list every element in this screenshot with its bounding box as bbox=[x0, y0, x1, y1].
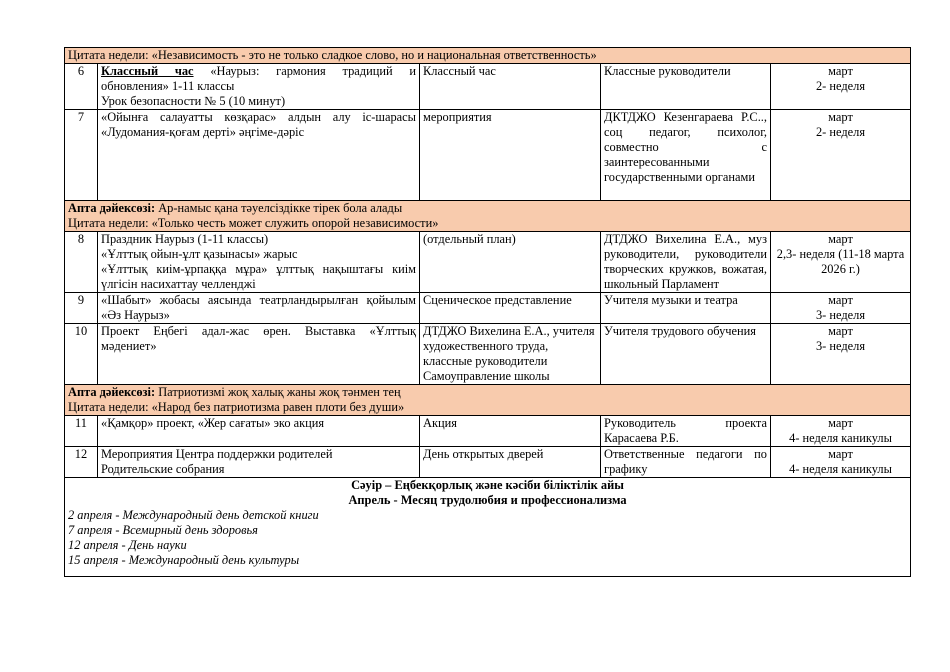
date-month: март bbox=[828, 64, 853, 78]
event-cell: «Ойынға салауатты көзқарас» алдын алу іс-шарасы «Лудомания-қоғам дерті» әңгіме-дәріс bbox=[98, 110, 420, 201]
event-cell: «Шабыт» жобасы аясында театрландырылған қойылым «Әз Наурыз» bbox=[98, 293, 420, 324]
date-week: 3- неделя bbox=[815, 339, 866, 353]
responsible-cell: ДТДЖО Вихелина Е.А., муз руководители, руководители творческих кружков, вожатая, школьный Парламент bbox=[601, 232, 771, 293]
holiday-item: 2 апреля - Международный день детской книги bbox=[68, 508, 319, 522]
month-title-ru: Апрель - Месяц трудолюбия и профессионализма bbox=[348, 493, 627, 507]
event-cell: Проект Еңбегі адал-жас өрен. Выставка «Ұлттық мәдениет» bbox=[98, 324, 420, 385]
holiday-item: 12 апреля - День науки bbox=[68, 538, 187, 552]
holiday-item: 15 апреля - Международный день культуры bbox=[68, 553, 300, 567]
section-header-row bbox=[65, 201, 911, 232]
date-month: март bbox=[828, 293, 853, 307]
date-month: март bbox=[828, 447, 853, 461]
date-month: март bbox=[828, 110, 853, 124]
responsible-cell: Учителя трудового обучения bbox=[601, 324, 771, 385]
date-month: март bbox=[828, 324, 853, 338]
row-number: 11 bbox=[65, 416, 98, 447]
proverb-text: Патриотизмі жоқ халық жаны жоқ тәнмен тең bbox=[155, 385, 401, 399]
row-number: 9 bbox=[65, 293, 98, 324]
responsible-cell: ДКТДЖО Кезенгараева Р.С.., соц педагог, психолог, совместно с заинтересованными государственными органами bbox=[601, 110, 771, 201]
holiday-item: 7 апреля - Всемирный день здоровья bbox=[68, 523, 258, 537]
date-cell bbox=[771, 110, 911, 201]
row-number: 6 bbox=[65, 64, 98, 110]
date-week: 2- неделя bbox=[815, 79, 866, 93]
responsible-cell: Учителя музыки и театра bbox=[601, 293, 771, 324]
date-cell bbox=[771, 293, 911, 324]
form-cell: (отдельный план) bbox=[420, 232, 601, 293]
proverb-label: Апта дәйексөзі: bbox=[68, 385, 156, 399]
event-cell bbox=[98, 64, 420, 110]
form-line: Самоуправление школы bbox=[423, 369, 550, 383]
date-cell bbox=[771, 447, 911, 478]
date-cell bbox=[771, 324, 911, 385]
event-line: «Ұлттық киім-ұрпаққа мұра» ұлттық нақыштағы киім үлгісін насихаттау челленджі bbox=[101, 262, 416, 291]
event-type: Классный час bbox=[101, 64, 194, 78]
quote-text: «Народ без патриотизма равен плоти без души» bbox=[148, 400, 405, 414]
quote-text: «Только честь может служить опорой независимости» bbox=[148, 216, 439, 230]
date-week: 3- неделя bbox=[815, 308, 866, 322]
date-cell bbox=[771, 416, 911, 447]
month-section-cell bbox=[65, 478, 911, 577]
quote-text: «Независимость - это не только сладкое слово, но и национальная ответственность» bbox=[151, 48, 597, 62]
section-header-cell bbox=[65, 48, 911, 64]
form-cell: мероприятия bbox=[420, 110, 601, 201]
quote-label: Цитата недели: bbox=[68, 48, 149, 62]
responsible-cell: Ответственные педагоги по графику bbox=[601, 447, 771, 478]
row-number: 10 bbox=[65, 324, 98, 385]
section-header-row bbox=[65, 385, 911, 416]
section-header-cell bbox=[65, 385, 911, 416]
date-week: 4- неделя каникулы bbox=[789, 462, 892, 476]
proverb-label: Апта дәйексөзі: bbox=[68, 201, 156, 215]
month-section-row bbox=[65, 478, 911, 577]
table-row bbox=[65, 232, 911, 293]
event-note: Урок безопасности № 5 (10 минут) bbox=[101, 94, 286, 108]
event-title: «Наурыз: гармония традиций и обновления» 1-11 классы bbox=[101, 64, 416, 93]
event-line: Родительские собрания bbox=[101, 462, 225, 476]
quote-label: Цитата недели: bbox=[68, 216, 149, 230]
row-number: 8 bbox=[65, 232, 98, 293]
responsible-cell: Классные руководители bbox=[601, 64, 771, 110]
form-cell: Классный час bbox=[420, 64, 601, 110]
month-title-kz: Сәуір – Еңбекқорлық және кәсіби біліктілік айы bbox=[351, 478, 624, 492]
event-plan-table bbox=[64, 47, 911, 577]
table-row bbox=[65, 293, 911, 324]
date-week: 4- неделя каникулы bbox=[789, 431, 892, 445]
form-cell: Акция bbox=[420, 416, 601, 447]
table-row bbox=[65, 110, 911, 201]
event-line: Праздник Наурыз (1-11 классы) bbox=[101, 232, 269, 246]
form-cell: Сценическое представление bbox=[420, 293, 601, 324]
form-line: ДТДЖО Вихелина Е.А., учителя художественного труда, классные руководители bbox=[423, 324, 595, 368]
form-cell: День открытых дверей bbox=[420, 447, 601, 478]
quote-label: Цитата недели: bbox=[68, 400, 149, 414]
event-cell: «Қамқор» проект, «Жер сағаты» эко акция bbox=[98, 416, 420, 447]
table-row bbox=[65, 447, 911, 478]
table-row bbox=[65, 416, 911, 447]
form-cell bbox=[420, 324, 601, 385]
proverb-text: Ар-намыс қана тәуелсіздікке тірек бола алады bbox=[155, 201, 403, 215]
date-week: 2,3- неделя (11-18 марта 2026 г.) bbox=[776, 247, 905, 276]
date-cell bbox=[771, 64, 911, 110]
event-cell bbox=[98, 447, 420, 478]
date-week: 2- неделя bbox=[815, 125, 866, 139]
table-row bbox=[65, 324, 911, 385]
section-header-cell bbox=[65, 201, 911, 232]
section-header-row bbox=[65, 48, 911, 64]
date-month: март bbox=[828, 232, 853, 246]
event-line: «Ұлттық ойын-ұлт қазынасы» жарыс bbox=[101, 247, 298, 261]
event-cell bbox=[98, 232, 420, 293]
row-number: 7 bbox=[65, 110, 98, 201]
date-month: март bbox=[828, 416, 853, 430]
responsible-cell: Руководитель проекта Карасаева Р.Б. bbox=[601, 416, 771, 447]
event-line: Мероприятия Центра поддержки родителей bbox=[101, 447, 333, 461]
table-row bbox=[65, 64, 911, 110]
date-cell bbox=[771, 232, 911, 293]
row-number: 12 bbox=[65, 447, 98, 478]
